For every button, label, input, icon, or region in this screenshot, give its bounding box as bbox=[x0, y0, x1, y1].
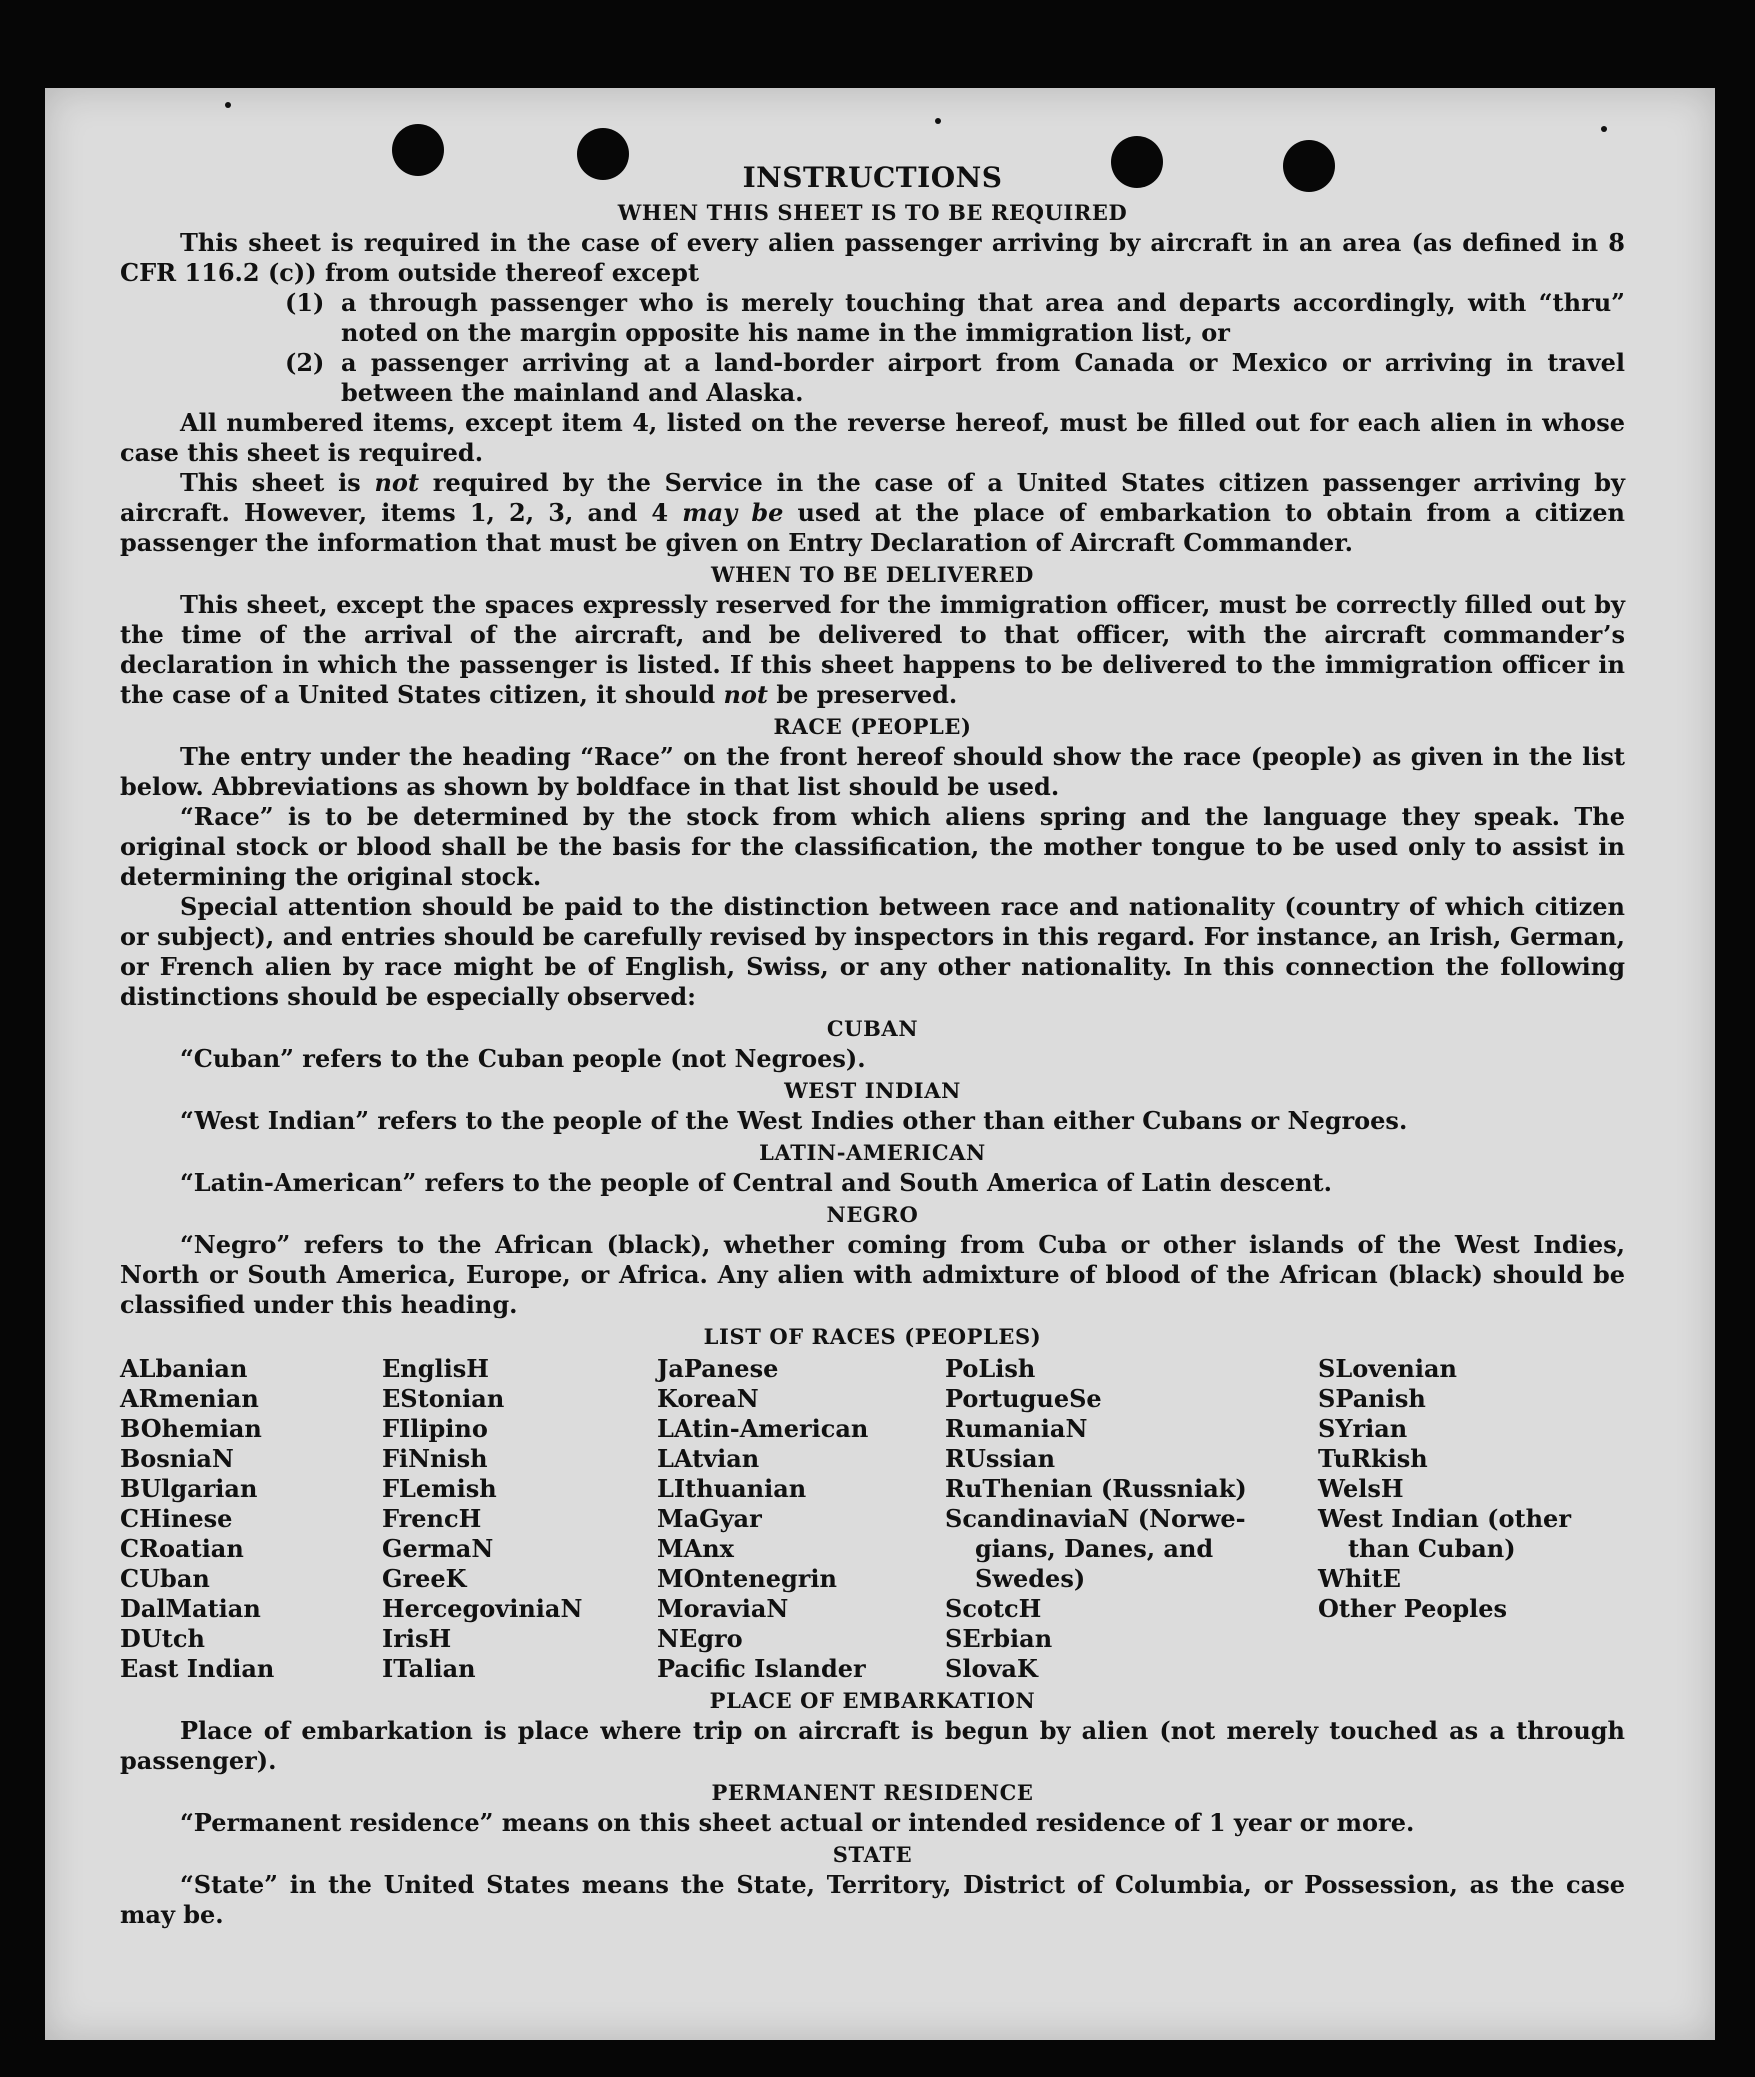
definition-latin-american: “Latin-American” refers to the people of Central and South America of Latin descent. bbox=[180, 1168, 1332, 1197]
race-item: ARmenian bbox=[120, 1384, 259, 1413]
race-item: SlovaK bbox=[945, 1654, 1038, 1683]
race-item: DUtch bbox=[120, 1624, 205, 1653]
exception-text: a through passenger who is merely touching that area and departs accordingly, with “thru” noted on the margin opposite his name in the immigration list, or bbox=[341, 288, 1625, 347]
race-item: GermaN bbox=[382, 1534, 494, 1563]
race-item: RuThenian (Russniak) bbox=[945, 1474, 1247, 1503]
embarkation-text: Place of embarkation is place where trip on aircraft is begun by alien (not merely touched as a through passenger). bbox=[120, 1716, 1625, 1775]
race-item: KoreaN bbox=[657, 1384, 759, 1413]
definition-cuban: “Cuban” refers to the Cuban people (not Negroes). bbox=[180, 1044, 866, 1073]
race-item: SPanish bbox=[1318, 1384, 1426, 1413]
race-item: SLovenian bbox=[1318, 1354, 1457, 1383]
race-item: MOntenegrin bbox=[657, 1564, 837, 1593]
race-list-table bbox=[120, 1354, 1625, 1684]
race-item: SErbian bbox=[945, 1624, 1053, 1653]
section-heading-embarkation: PLACE OF EMBARKATION bbox=[709, 1688, 1036, 1713]
race-item: WelsH bbox=[1318, 1474, 1404, 1503]
race-item: MAnx bbox=[657, 1534, 734, 1563]
section-heading-race: RACE (PEOPLE) bbox=[773, 714, 972, 739]
race-item: Other Peoples bbox=[1318, 1594, 1508, 1623]
race-para-2: “Race” is to be determined by the stock from which aliens spring and the language they speak. The original stock or blood shall be the basis for the classification, the mother tongue to be used only to assist in determining the original stock. bbox=[120, 802, 1625, 891]
required-para-items: All numbered items, except item 4, listed on the reverse hereof, must be filled out for each alien in whose case this sheet is required. bbox=[120, 408, 1625, 467]
race-item: IrisH bbox=[382, 1624, 452, 1653]
race-item: SYrian bbox=[1318, 1414, 1408, 1443]
race-item: ALbanian bbox=[120, 1354, 248, 1383]
race-item: FiNnish bbox=[382, 1444, 488, 1473]
race-item: Pacific Islander bbox=[657, 1654, 866, 1683]
residence-text: “Permanent residence” means on this sheet actual or intended residence of 1 year or more. bbox=[180, 1808, 1415, 1837]
race-column bbox=[945, 1354, 1318, 1684]
section-heading-negro: NEGRO bbox=[826, 1202, 919, 1227]
race-para-3: Special attention should be paid to the distinction between race and nationality (country of which citizen or subject), and entries should be carefully revised by inspectors in this regard. For instance, an Irish, German, or French alien by race might be of English, Swiss, or any other nationality. In this connection the following distinctions should be especially observed: bbox=[120, 892, 1625, 1011]
race-item: ITalian bbox=[382, 1654, 476, 1683]
race-item: RumaniaN bbox=[945, 1414, 1088, 1443]
race-item-continued: gians, Danes, and bbox=[975, 1534, 1214, 1563]
race-para-1: The entry under the heading “Race” on the front hereof should show the race (people) as given in the list below. Abbreviations as shown by boldface in that list should be used. bbox=[120, 742, 1625, 801]
race-column bbox=[382, 1354, 657, 1684]
section-heading-west-indian: WEST INDIAN bbox=[784, 1078, 961, 1103]
race-item: FrencH bbox=[382, 1504, 482, 1533]
race-item: HercegoviniaN bbox=[382, 1594, 583, 1623]
race-item: LAtvian bbox=[657, 1444, 760, 1473]
race-item: CUban bbox=[120, 1564, 210, 1593]
race-item: EStonian bbox=[382, 1384, 505, 1413]
race-column bbox=[657, 1354, 945, 1684]
race-item-continued: Swedes) bbox=[975, 1564, 1086, 1593]
delivered-text: This sheet, except the spaces expressly reserved for the immigration officer, must be correctly filled out by the time of the arrival of the aircraft, and be delivered to that officer, with the aircraft commander’s declaration in which the passenger is listed. If this sheet happens to be delivered to the immigration officer in the case of a United States citizen, it should not be preserved. bbox=[120, 590, 1625, 709]
section-heading-state: STATE bbox=[832, 1842, 913, 1867]
race-item: ScotcH bbox=[945, 1594, 1042, 1623]
page-title: INSTRUCTIONS bbox=[742, 161, 1003, 194]
required-intro: This sheet is required in the case of every alien passenger arriving by aircraft in an area (as defined in 8 CFR 116.2 (c)) from outside thereof except bbox=[120, 228, 1625, 287]
race-item: BosniaN bbox=[120, 1444, 234, 1473]
race-item: BOhemian bbox=[120, 1414, 262, 1443]
section-heading-cuban: CUBAN bbox=[826, 1016, 919, 1041]
definition-negro: “Negro” refers to the African (black), whether coming from Cuba or other islands of the West Indies, North or South America, Europe, or Africa. Any alien with admixture of blood of the African (black) should be classified under this heading. bbox=[120, 1230, 1625, 1319]
race-item: EnglisH bbox=[382, 1354, 489, 1383]
section-heading-required: WHEN THIS SHEET IS TO BE REQUIRED bbox=[617, 200, 1128, 225]
race-item: FIlipino bbox=[382, 1414, 488, 1443]
section-heading-residence: PERMANENT RESIDENCE bbox=[711, 1780, 1034, 1805]
race-item: East Indian bbox=[120, 1654, 275, 1683]
race-item: RUssian bbox=[945, 1444, 1056, 1473]
race-item: MoraviaN bbox=[657, 1594, 789, 1623]
race-item: FLemish bbox=[382, 1474, 497, 1503]
paper-speck bbox=[225, 102, 231, 108]
race-item: TuRkish bbox=[1318, 1444, 1428, 1473]
race-item: West Indian (other bbox=[1318, 1504, 1571, 1533]
section-heading-latin-american: LATIN-AMERICAN bbox=[759, 1140, 986, 1165]
state-text: “State” in the United States means the State, Territory, District of Columbia, or Possession, as the case may be. bbox=[120, 1870, 1625, 1929]
paper-speck bbox=[935, 118, 941, 124]
race-item: WhitE bbox=[1318, 1564, 1401, 1593]
race-item: JaPanese bbox=[657, 1354, 779, 1383]
exception-number: (2) bbox=[285, 348, 325, 377]
race-item: CHinese bbox=[120, 1504, 233, 1533]
exception-item bbox=[285, 348, 1625, 408]
race-item: BUlgarian bbox=[120, 1474, 258, 1503]
race-item: ScandinaviaN (Norwe- bbox=[945, 1504, 1246, 1533]
race-item: DalMatian bbox=[120, 1594, 261, 1623]
race-item: PoLish bbox=[945, 1354, 1036, 1383]
exception-text: a passenger arriving at a land-border airport from Canada or Mexico or arriving in travel between the mainland and Alaska. bbox=[341, 348, 1625, 407]
section-heading-race-list: LIST OF RACES (PEOPLES) bbox=[703, 1324, 1042, 1349]
race-item: NEgro bbox=[657, 1624, 743, 1653]
race-item-continued: than Cuban) bbox=[1348, 1534, 1516, 1563]
race-item: GreeK bbox=[382, 1564, 467, 1593]
required-para-citizens: This sheet is not required by the Service in the case of a United States citizen passenger arriving by aircraft. However, items 1, 2, 3, and 4 may be used at the place of embarkation to obtain from a citizen passenger the information that must be given on Entry Declaration of Aircraft Commander. bbox=[120, 468, 1626, 557]
exception-item bbox=[285, 288, 1625, 348]
definition-west-indian: “West Indian” refers to the people of the West Indies other than either Cubans or Negroes. bbox=[180, 1106, 1408, 1135]
race-item: PortugueSe bbox=[945, 1384, 1102, 1413]
exception-number: (1) bbox=[285, 288, 325, 317]
race-item: CRoatian bbox=[120, 1534, 244, 1563]
race-item: LAtin-American bbox=[657, 1414, 869, 1443]
instructions-content bbox=[120, 160, 1625, 1930]
section-heading-delivered: WHEN TO BE DELIVERED bbox=[710, 562, 1034, 587]
race-column bbox=[120, 1354, 382, 1684]
race-item: MaGyar bbox=[657, 1504, 762, 1533]
race-column bbox=[1318, 1354, 1618, 1684]
race-item: LIthuanian bbox=[657, 1474, 807, 1503]
paper-speck bbox=[1601, 126, 1607, 132]
